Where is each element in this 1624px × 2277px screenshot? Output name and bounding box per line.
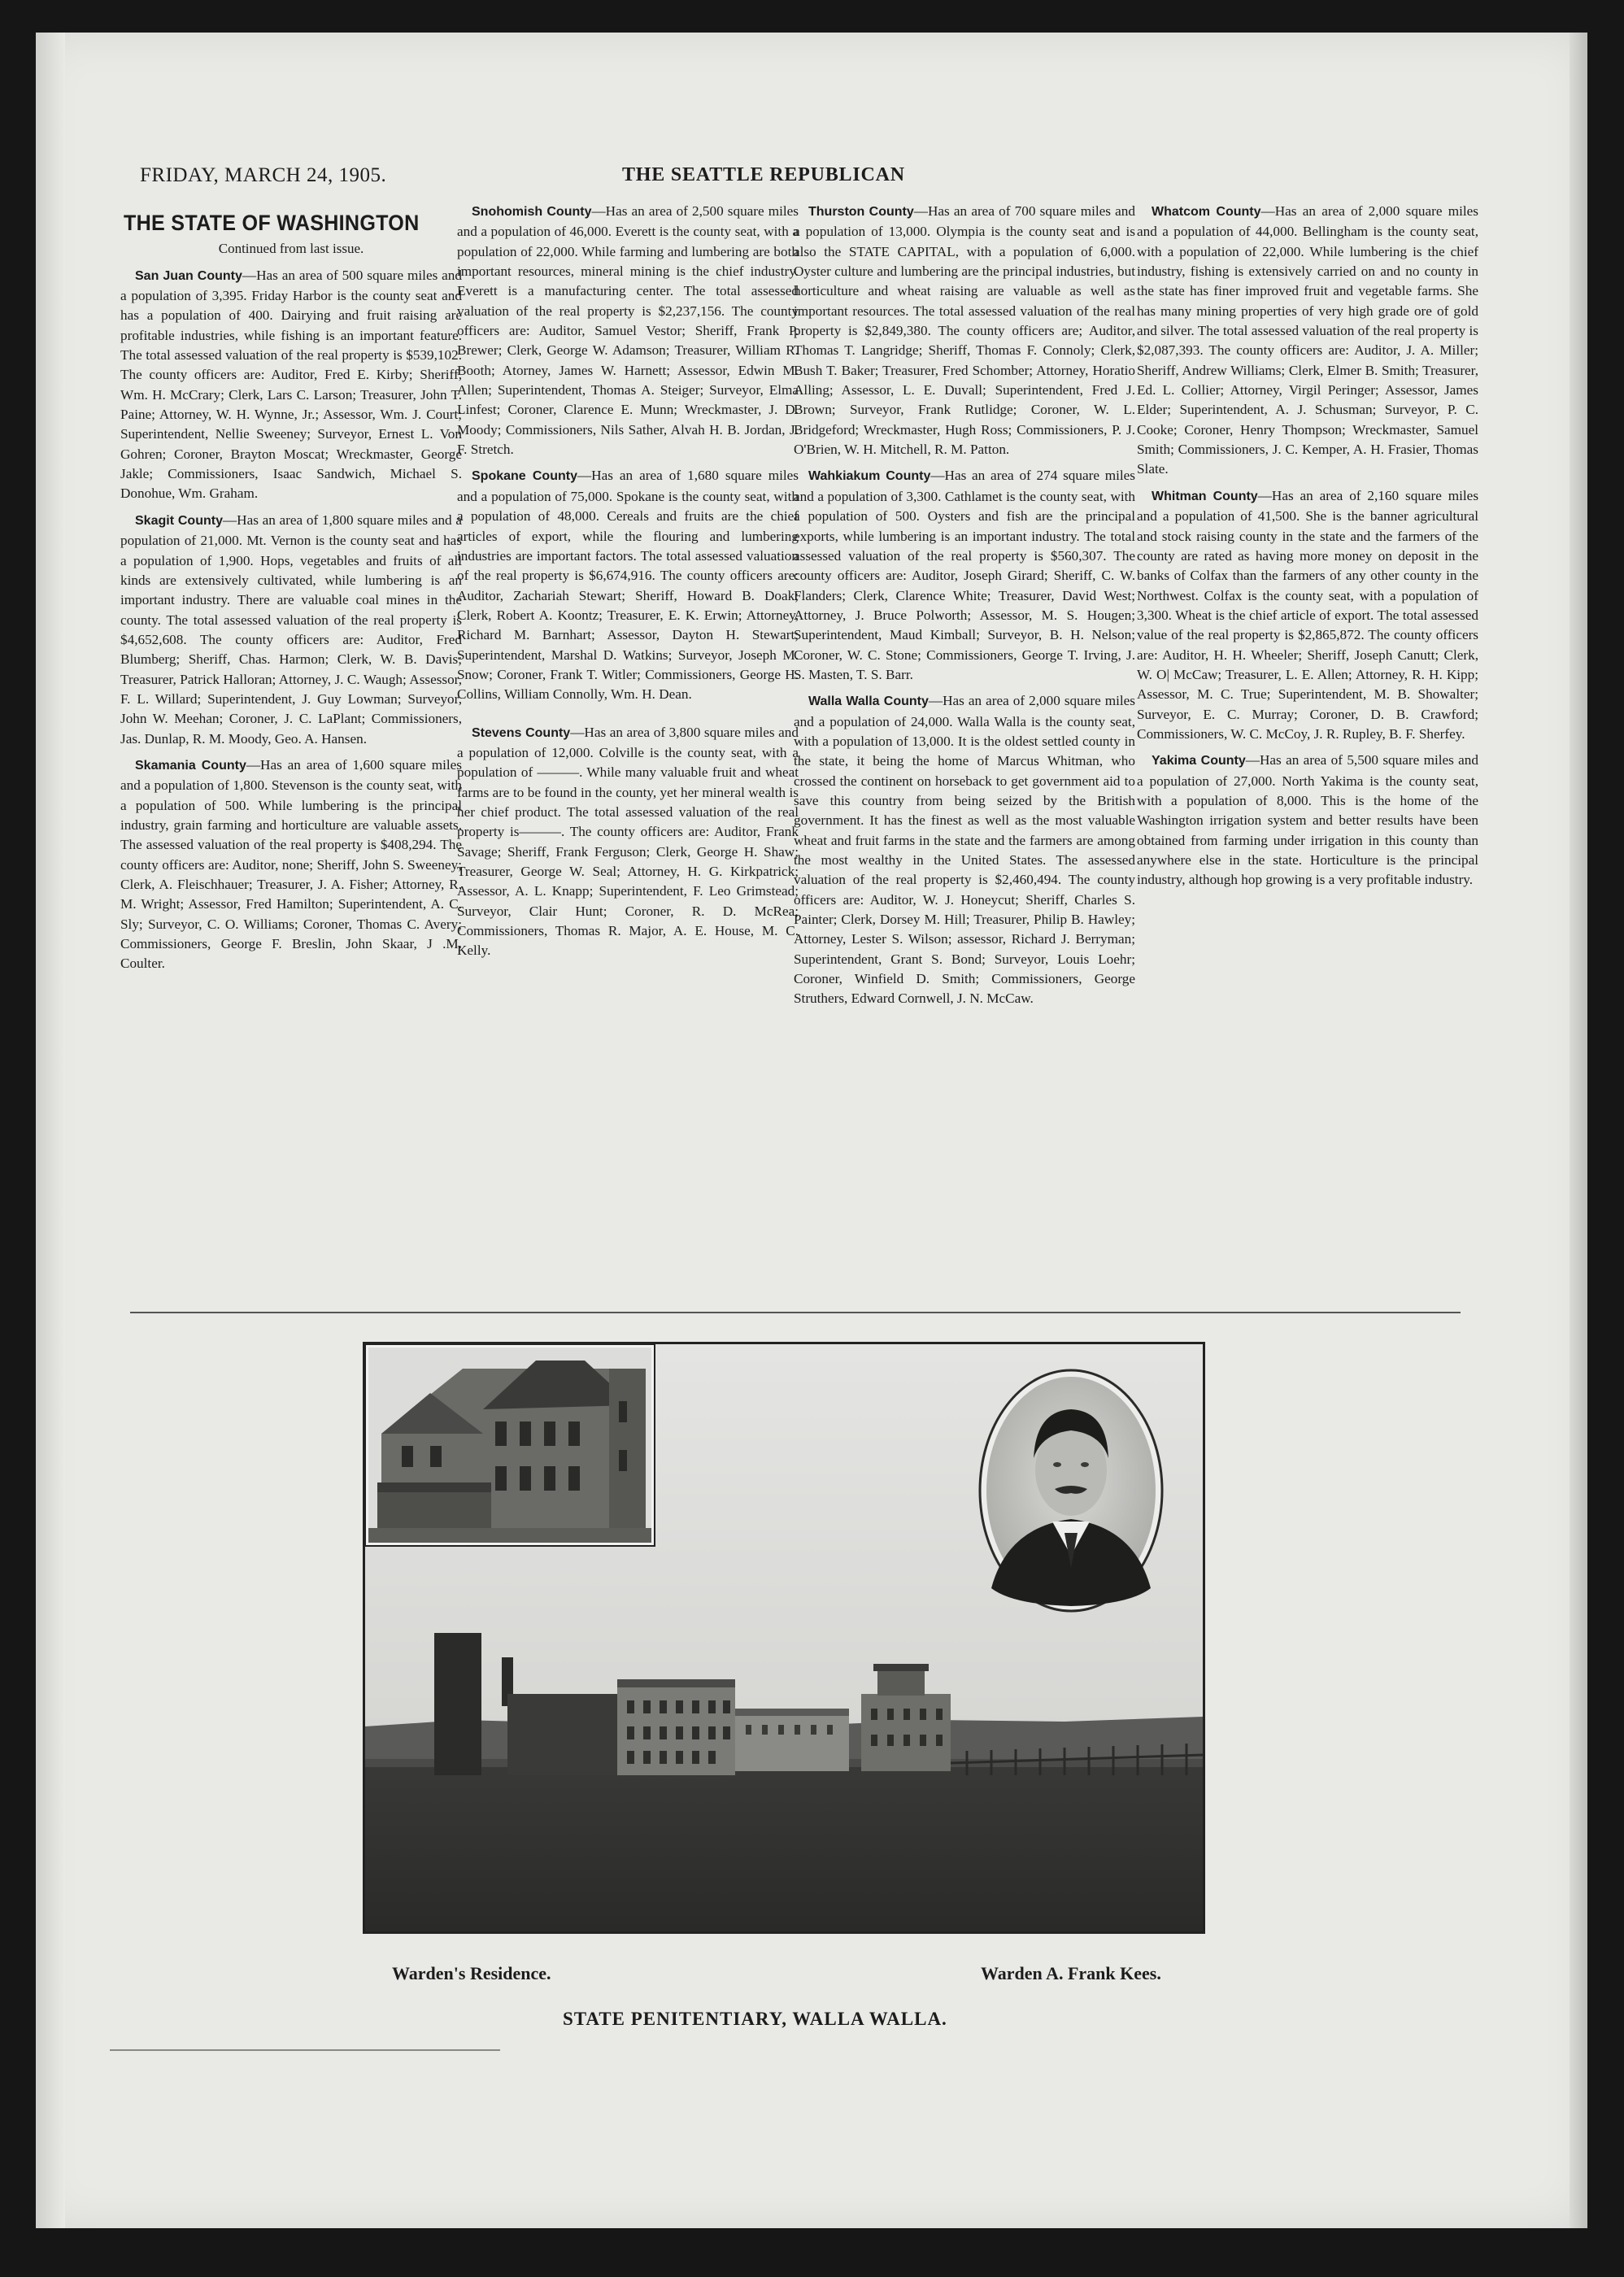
county-entry — [120, 755, 462, 974]
newspaper-name: THE SEATTLE REPUBLICAN — [622, 164, 905, 185]
warden-portrait — [980, 1370, 1162, 1611]
silo-tower — [434, 1633, 481, 1775]
county-name: San Juan County — [135, 268, 242, 283]
county-text: —Has an area of 2,160 square miles and a population of 41,500. She is the banner agricultural and stock raising county in the state and the farmers of the county are rated as having more money on deposit in the banks of Colfax than the farmers of any other county in the Northwest. Colfax is the county seat, with a population of 3,300. Wheat is the chief article of export. The total assessed value of the real property is $2,865,872. The county officers are: Auditor, H. H. Wheeler; Sheriff, Joseph Canutt; Clerk, W. O| McCaw; Treasurer, L. E. Allen; Attorney, R. H. Kipp; Assessor, M. C. True; Superintendent, M. B. Showalter; Surveyor, E. C. Murray; Coroner, D. B. Crawford; Commissioners, W. C. McCoy, J. R. Rupley, B. F. Sherfey. — [1137, 487, 1479, 742]
county-entry — [1137, 202, 1478, 480]
county-text: —Has an area of 5,500 square miles and a population of 27,000. North Yakima is the county seat, with a population of 8,000. This is the home of the Washington irrigation system and better results have been obtained from farming under irrigation in this county than anywhere else in the state. Horticulture is the principal industry, although hop growing is a very profitable industry. — [1137, 752, 1478, 888]
county-text: —Has an area of 700 square miles and a population of 13,000. Olympia is the county seat and is also the STATE CAPITAL, with a population of 6,000. Oyster culture and lumbering are the principal industries, but horticulture and wheat raising are valuable as well as important resources. The total assessed valuation of the real property is $2,849,380. The county officers are; Auditor, Thomas T. Langridge; Sheriff, Thomas F. Connoly; Clerk, Bush T. Baker; Treasurer, Fred Schomber; Attorney, Horatio Alling; Assessor, L. E. Duvall; Superintendent, Fred J. Brown; Surveyor, Frank Rutlidge; Coroner, W. L. Bridgeford; Wreckmaster, Hugh Ross; Commissioners, P. J. O'Brien, W. H. Mitchell, R. M. Patton. — [794, 203, 1135, 458]
county-text: —Has an area of 274 square miles and a population of 3,300. Cathlamet is the county seat, with a population of 500. Oysters and fish are the principal exports, while lumbering is an important industry. The total assessed valuation of the real property is $560,307. The county officers are: Auditor, Joseph Girard; Sheriff, C. W. Flanders; Clerk, Clarence White; Treasurer, David West; Attorney, J. Bruce Polworth; Assessor, M. S. Hougen; Superintendent, Maud Kimball; Surveyor, B. H. Nelson; Coroner, W. C. Stone; Commissioners, George T. Irving, J. S. Masten, T. S. Barr. — [794, 468, 1135, 682]
column-4 — [1137, 202, 1478, 890]
issue-date: FRIDAY, MARCH 24, 1905. — [140, 164, 387, 186]
workshop-building — [507, 1694, 625, 1775]
county-text: —Has an area of 1,680 square miles and a population of 75,000. Spokane is the county seat, with a population of 48,000. Cereals and fruits are the chief articles of export, while the flouring and lumbering industries are important factors. The total assessed valuation of the real property is $6,674,916. The county officers are: Auditor, Zachariah Stewart; Sheriff, Howard B. Doak; Clerk, Robert A. Koontz; Treasurer, E. K. Erwin; Attorney, Richard M. Barnhart; Assessor, Dayton H. Stewart; Superintendent, Marshal D. Watkins; Surveyor, Joseph M. Snow; Coroner, Frank T. Witler; Commissioners, George H. Collins, William Connolly, Wm. H. Dean. — [457, 468, 799, 703]
caption-wardens-residence: Warden's Residence. — [392, 1963, 551, 1983]
county-entry — [120, 511, 462, 749]
guard-tower-building — [861, 1694, 951, 1771]
field — [365, 1751, 1203, 1931]
penitentiary-photograph — [363, 1342, 1205, 1934]
county-name: Whitman County — [1152, 489, 1258, 503]
page-edge-shadow — [1570, 33, 1587, 2228]
county-entry — [1137, 486, 1478, 744]
county-entry — [120, 266, 462, 504]
article-title: THE STATE OF WASHINGTON — [124, 211, 420, 235]
county-text: —Has an area of 500 square miles and a population of 3,395. Friday Harbor is the county seat and has a population of 400. Dairying and fruit raising are profitable industries, while fishing is an important feature. The total assessed valuation of the real property is $539,102. The county officers are: Auditor, Fred E. Kirby; Sheriff, Wm. H. McCrary; Clerk, Lars C. Larson; Treasurer, John T. Paine; Attorney, W. H. Wynne, Jr.; Assessor, Wm. J. Court; Superintendent, Nellie Sweeney; Surveyor, Ernest L. Von Gohren; Coroner, Brayton Moscat; Wreckmaster, George Jakle; Commissioners, Isaac Sandwich, Michael S. Donohue, Wm. Graham. — [120, 267, 462, 502]
county-text: —Has an area of 2,000 square miles and a population of 24,000. Walla Walla is the county seat, with a population of 13,000. It is the oldest settled county in the state, it being the home of Marcus Whitman, who crossed the continent on horseback to get government aid to save this country from being seized by the British government. It has the finest as well as the most valuable wheat and fruit farms in the state and the farmers are among the most wealthy in the United States. The assessed valuation of the real property is $2,460,494. The county officers are: Auditor, W. J. Honeycut; Sheriff, Charles S. Painter; Clerk, Dorsey M. Hill; Treasurer, Philip B. Hawley; Attorney, Lester S. Wilson; assessor, Richard J. Berryman; Superintendent, Grant S. Bond; Surveyor, Louis Loehr; Coroner, Winfield D. Smith; Commissioners, George Struthers, Edward Cornwell, J. N. McCaw. — [794, 693, 1135, 1007]
county-name: Snohomish County — [472, 205, 592, 219]
county-text: —Has an area of 1,800 square miles and a population of 21,000. Mt. Vernon is the county seat and has a population of 1,900. Hops, vegetables and fruits of all kinds are extensively cultivated, while lumbering is an important industry. There are valuable coal mines in the county. The total assessed valuation of the real property is $4,652,608. The county officers are: Auditor, Fred Blumberg; Sheriff, Chas. Harmon; Clerk, W. B. Davis; Treasurer, Patrick Halloran; Attorney, J. C. Waugh; Assessor, F. L. Willard; Superintendent, J. Guy Lowman; Surveyor, John W. Meehan; Coroner, J. C. LaPlant; Commissioners, Jas. Dunlap, R. M. Moody, Geo. A. Hansen. — [120, 512, 462, 747]
county-entry — [457, 466, 799, 704]
county-name: Yakima County — [1152, 754, 1246, 768]
county-name: Thurston County — [808, 205, 914, 219]
county-text: —Has an area of 3,800 square miles and a population of 12,000. Colville is the county seat, with a population of ———. While many valuable fruit and wheat farms are to be found in the county, yet her mineral wealth is her chief product. The total assessed valuation of the real property is———. The county officers are: Auditor, Frank Savage; Sheriff, Frank Ferguson; Clerk, George H. Shaw; Treasurer, George W. Seal; Attorney, H. G. Kirkpatrick; Assessor, A. L. Knapp; Superintendent, F. Leo Grimstead; Surveyor, Clair Hunt; Coroner, R. D. McRea; Commissioners, Thomas R. Major, A. E. House, M. C. Kelly. — [457, 724, 799, 959]
county-entry — [457, 202, 799, 459]
county-entry — [457, 723, 799, 961]
county-entry — [1137, 751, 1478, 890]
column-2 — [457, 202, 799, 961]
county-entry — [794, 691, 1135, 1009]
county-entry — [794, 202, 1135, 459]
wardens-residence-inset — [365, 1344, 655, 1546]
article-subtitle: Continued from last issue. — [218, 241, 364, 257]
column-3 — [794, 202, 1135, 1009]
section-divider — [130, 1312, 1461, 1313]
county-name: Whatcom County — [1152, 205, 1261, 219]
photo-main-caption: STATE PENITENTIARY, WALLA WALLA. — [563, 2009, 947, 2029]
county-entry — [794, 466, 1135, 685]
caption-warden-name: Warden A. Frank Kees. — [981, 1963, 1161, 1983]
county-text: —Has an area of 2,500 square miles and a population of 46,000. Everett is the county seat, with a population of 22,000. While farming and lumbering are both important resources, mineral mining is the chief industry. Everett is a manufacturing center. The total assessed valuation of the real property is $2,237,156. The county officers are: Auditor, Samuel Vestor; Sheriff, Frank P. Brewer; Clerk, George W. Adamson; Treasurer, William R. Booth; Atorney, James W. Harnett; Assessor, Edwin M. Allen; Superintendent, Thomas A. Steiger; Surveyor, Elma Linfest; Coroner, Clarence E. Munn; Wreckmaster, J. D. Moody; Commissioners, Nils Sather, Alvah H. B. Jordan, J. F. Stretch. — [457, 203, 799, 458]
county-name: Skamania County — [135, 758, 246, 773]
page-fold-shadow — [36, 33, 65, 2228]
county-name: Spokane County — [472, 469, 577, 484]
county-text: —Has an area of 1,600 square miles and a population of 1,800. Stevenson is the county seat, with a population of 500. While lumbering is the principal industry, grain farming and horticulture are valuable assets. The assessed valuation of the real property is $408,294. The county officers are: Auditor, none; Sheriff, John S. Sweeney; Clerk, A. Fleischhauer; Treasurer, J. A. Fisher; Attorney, R. M. Wright; Assessor, Fred Hamilton; Superintendent, A. C. Sly; Surveyor, C. O. Williams; Coroner, Thomas C. Avery; Commissioners, George F. Breslin, John Skaar, J .M. Coulter. — [120, 756, 462, 972]
county-text: —Has an area of 2,000 square miles and a population of 44,000. Bellingham is the county seat, with a population of 22,000. While lumbering is the chief industry, fishing is extensively carried on and no county in the state has finer improved fruit and vegetable farms. She has many mining properties of very high grade ore of gold and silver. The total assessed valuation of the real property is $2,087,393. The county officers are: Auditor, J. A. Miller; Sheriff, Andrew Williams; Clerk, Elmer B. Smith; Treasurer, Ed. L. Collier; Attorney, Virgil Peringer; Assessor, James Elder; Superintendent, A. J. Schusman; Surveyor, P. C. Cooke; Coroner, Henry Thompson; Wreckmaster, Samuel Smith; Commissioners, J. C. Kemper, A. H. Frasier, Thomas Slate. — [1137, 203, 1478, 477]
column-1 — [120, 202, 462, 974]
county-name: Wahkiakum County — [808, 469, 931, 484]
county-name: Walla Walla County — [808, 694, 929, 709]
county-name: Stevens County — [472, 725, 571, 740]
county-name: Skagit County — [135, 513, 223, 528]
bleed-through-mark — [110, 2049, 500, 2051]
